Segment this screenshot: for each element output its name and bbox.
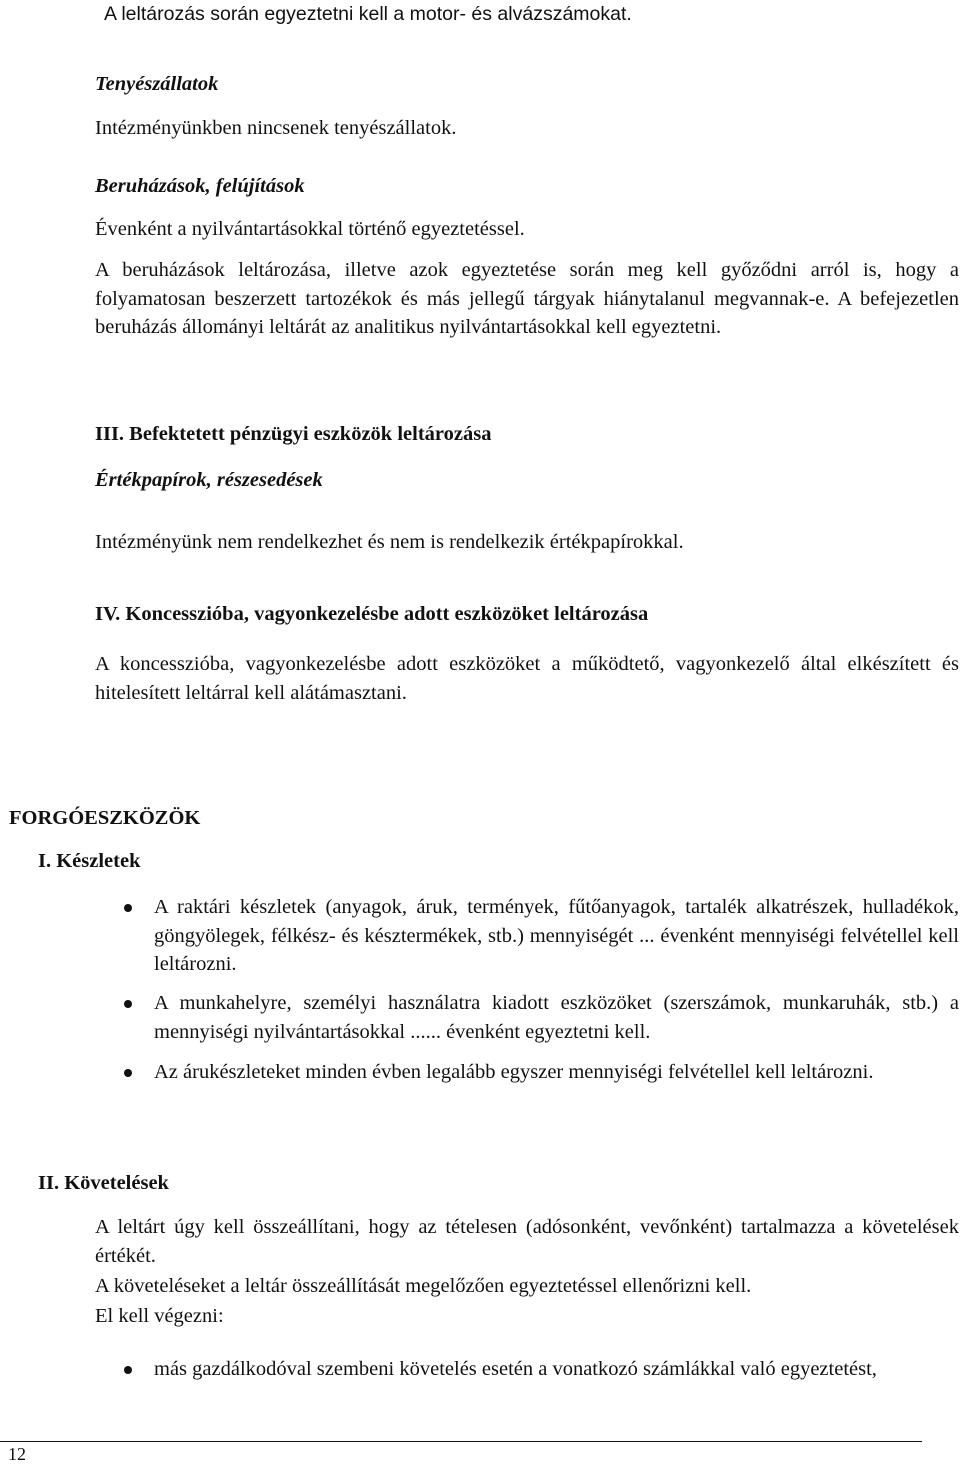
bullet-icon — [124, 1366, 132, 1374]
section-iii-text: Intézményünk nem rendelkezhet és nem is rendelkezik értékpapírokkal. — [95, 531, 684, 553]
beruhazasok-heading: Beruházások, felújítások — [95, 175, 305, 197]
bullet-icon — [124, 1000, 132, 1008]
kovetelesek-bullet-1: más gazdálkodóval szembeni követelés esetén a vonatkozó számlákkal való egyeztetést, — [154, 1358, 877, 1380]
beruhazasok-text-2: A beruházások leltározása, illetve azok egyeztetése során meg kell győződni arról is, hogy a folyamatosan beszerzett tartozékok és más jellegű tárgyak hiánytalanul megvannak-e. A befejezetlen beruházás állományi leltárát az analitikus nyilvántartásokkal kell egyeztetni. — [95, 259, 959, 338]
beruhazasok-text-1: Évenként a nyilvántartásokkal történő egyeztetéssel. — [95, 218, 525, 240]
kovetelesek-heading: II. Követelések — [38, 1172, 169, 1194]
section-iv-text: A koncesszióba, vagyonkezelésbe adott eszközöket a működtető, vagyonkezelő által elkészített és hitelesített leltárral kell alátámasztani. — [95, 653, 959, 704]
kovetelesek-text-1: A leltárt úgy kell összeállítani, hogy az tételesen (adósonként, vevőnként) tartalmazza a követelések értékét. — [95, 1216, 959, 1267]
keszletek-bullet-3: Az árukészleteket minden évben legalább egyszer mennyiségi felvétellel kell leltározni. — [154, 1061, 874, 1083]
bullet-icon — [124, 1069, 132, 1077]
kovetelesek-text-2: A követeléseket a leltár összeállítását megelőzően egyeztetéssel ellenőrizni kell. — [95, 1275, 752, 1297]
keszletek-bullet-2: A munkahelyre, személyi használatra kiadott eszközöket (szerszámok, munkaruhák, stb.) a mennyiségi nyilvántartásokkal ...... évenként egyeztetni kell. — [154, 992, 959, 1043]
bullet-icon — [124, 904, 132, 912]
keszletek-bullet-1: A raktári készletek (anyagok, áruk, termények, fűtőanyagok, tartalék alkatrészek, hulladékok, göngyölegek, félkész- és késztermékek, stb.) mennyiségét ... évenként mennyiségi felvétellel kell leltározni. — [154, 896, 959, 975]
top-line: A leltározás során egyeztetni kell a motor- és alvázszámokat. — [104, 3, 632, 25]
footer-rule — [0, 1441, 922, 1442]
section-iii-heading: III. Befektetett pénzügyi eszközök leltározása — [95, 423, 492, 445]
forgoeszkozok-heading: FORGÓESZKÖZÖK — [9, 807, 201, 829]
section-iv-heading: IV. Koncesszióba, vagyonkezelésbe adott eszközöket leltározása — [95, 603, 649, 625]
tenyeszallatok-text: Intézményünkben nincsenek tenyészállatok. — [95, 117, 457, 139]
tenyeszallatok-heading: Tenyészállatok — [95, 73, 219, 95]
kovetelesek-text-3: El kell végezni: — [95, 1305, 224, 1327]
section-iii-subheading: Értékpapírok, részesedések — [95, 469, 323, 491]
keszletek-heading: I. Készletek — [38, 850, 141, 872]
page-number: 12 — [8, 1444, 26, 1464]
